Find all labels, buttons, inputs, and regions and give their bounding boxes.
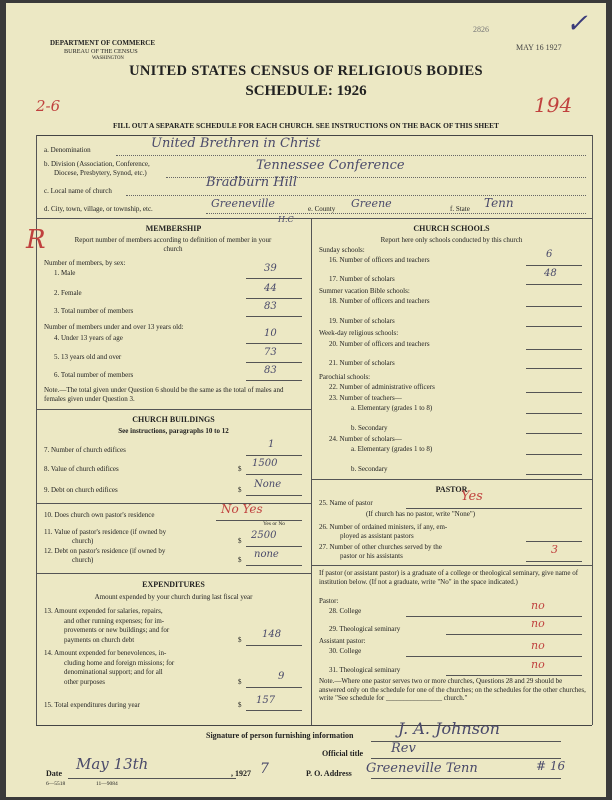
q6-value: 83 (264, 365, 277, 376)
route-number: # 16 (536, 759, 566, 773)
print-number: 11—9084 (96, 781, 118, 787)
signature-label: Signature of person furnishing information (206, 731, 354, 740)
q23a-label: a. Elementary (grades 1 to 8) (351, 404, 433, 412)
official-title-label: Official title (322, 749, 364, 758)
county-label: e. County (308, 205, 336, 213)
q24a-label: a. Elementary (grades 1 to 8) (351, 445, 433, 453)
division-label-2: Diocese, Presbytery, Synod, etc.) (54, 169, 147, 177)
q22-label: 22. Number of administrative officers (329, 383, 435, 391)
summer-schools-label: Summer vacation Bible schools: (319, 287, 410, 295)
q7-value: 1 (268, 439, 275, 450)
q31-value: no (531, 658, 545, 671)
q28-value: no (531, 599, 545, 612)
identity-divider (36, 218, 592, 219)
q5-value: 73 (264, 347, 277, 358)
q7-label: 7. Number of church edifices (44, 446, 126, 454)
assistant-pastor-subheading: Assistant pastor: (319, 637, 366, 645)
buildings-title: CHURCH BUILDINGS (132, 415, 215, 424)
frame-right (592, 135, 593, 725)
q27-label: 27. Number of other churches served by the (319, 543, 442, 551)
pastor-subheading: Pastor: (319, 597, 339, 605)
expenditures-title: EXPENDITURES (142, 580, 205, 589)
q18-label: 18. Number of officers and teachers (329, 297, 430, 305)
q30-value: no (531, 639, 545, 652)
q19-label: 19. Number of scholars (329, 317, 395, 325)
q15-label: 15. Total expenditures during year (44, 701, 140, 709)
q4-value: 10 (264, 328, 277, 339)
q26-label-2: ployed as assistant pastors (340, 532, 414, 540)
pastor-title: PASTOR (435, 485, 468, 494)
membership-intro: Report number of members according to definition of member in your church (74, 236, 272, 253)
q20-label: 20. Number of officers and teachers (329, 340, 430, 348)
q29-label: 29. Theological seminary (329, 625, 401, 633)
denomination-label: a. Denomination (44, 146, 91, 154)
denomination-value: United Brethren in Christ (151, 136, 321, 151)
q31-label: 31. Theological seminary (329, 666, 401, 674)
q27-label-2: pastor or his assistants (340, 552, 403, 560)
q8-label: 8. Value of church edifices (44, 465, 119, 473)
q11-value: 2500 (251, 530, 277, 541)
q10-value: No Yes (221, 502, 263, 516)
church-name-value: Bradburn Hill (206, 175, 298, 190)
q10-label: 10. Does church own pastor's residence (44, 511, 155, 519)
column-divider (311, 218, 312, 725)
q17-value: 48 (544, 268, 557, 279)
stamp-date: MAY 16 1927 (516, 43, 562, 52)
stamp-number: 2826 (473, 25, 489, 34)
q24-label: 24. Number of scholars— (329, 435, 402, 443)
date-label: Date (46, 769, 62, 778)
q14-label: 14. Amount expended for benevolences, in- cluding home and foreign missions; for denominational support; and for all other purposes (44, 649, 175, 686)
q16-label: 16. Number of officers and teachers (329, 256, 430, 264)
form-instruction: FILL OUT A SEPARATE SCHEDULE FOR EACH CHURCH. SEE INSTRUCTIONS ON THE BACK OF THIS SHEET (113, 121, 499, 130)
q4-label: 4. Under 13 years of age (54, 334, 123, 342)
county-value: Greene (351, 197, 392, 210)
left-mark: 2-6 (36, 97, 61, 115)
signature-value: J. A. Johnson (398, 719, 500, 738)
division-label: b. Division (Association, Conference, (44, 160, 150, 168)
address-value: Greeneville Tenn (366, 761, 478, 776)
college-instructions: If pastor (or assistant pastor) is a graduate of a college or theological seminary, give name of institution below. (If not a graduate, write "No" in the space indicated.) (319, 569, 579, 586)
q25-label: 25. Name of pastor (319, 499, 373, 507)
department-name: DEPARTMENT OF COMMERCE (50, 39, 156, 47)
q1-label: 1. Male (54, 269, 76, 277)
q1-value: 39 (264, 263, 277, 274)
sunday-schools-label: Sunday schools: (319, 246, 365, 254)
date-value: May 13th (76, 755, 149, 773)
q12-value: none (254, 549, 279, 560)
q9-value: None (254, 479, 282, 490)
parochial-schools-label: Parochial schools: (319, 373, 371, 381)
check-mark: ✓ (566, 9, 588, 39)
date-year: , 1927 (231, 769, 251, 778)
q11-label: 11. Value of pastor's residence (if owned by (44, 528, 167, 536)
bureau-name: BUREAU OF THE CENSUS (64, 48, 138, 55)
q23-label: 23. Number of teachers— (329, 394, 402, 402)
schools-title: CHURCH SCHOOLS (413, 224, 490, 233)
census-schedule-page: DEPARTMENT OF COMMERCE BUREAU OF THE CENSUS WASHINGTON 2826 MAY 16 1927 ✓ UNITED STATES CENSUS OF RELIGIOUS BODIES SCHEDULE: 1926 2-6 194 FILL OUT A SEPARATE SCHEDULE FOR EACH CHURCH. SEE INSTRUCTIONS ON THE BACK OF THIS SHEET a. Denomination United Brethren in Christ b. Division (Association, Conference, Diocese, Presbytery, Synod, etc.) Tennessee Conference c. Local name of church Bradburn Hill d. City, town, village, or township, etc. Greeneville e. County Greene f. State Tenn R H.C MEMBERSHIP Report number of members according to definition of member in your church Number of members, by sex: 1. Male 39 2. Female 44 3. Total number of members 83 Number of members under and over 13 years old: 4. Under 13 years of age 10 5. 13 years old and over 73 6. Total number of members 83 Note.—The total given under Question 6 should be the same as the total of males and females given under Question 3. CHURCH BUILDINGS See instructions, paragraphs 10 to 12 7. Number of church edifices 1 8. Value of church edifices $ 1500 9. Debt on church edifices $ None 10. Does church own pastor's residence No Yes Yes or No 11. Value of pastor's residence (if owned by church) $ 2500 12. Debt on pastor's residence (if owned by church) $ none EXPENDITURES Amount expended by your church during last fiscal year 13. Amount expended for salaries, repairs, and other running expenses; for im- provements or new buildings; and for payments on church debt $ 148 14. Amount expended for benevolences, in- cluding home and foreign missions; for denominational support; and for all other purposes $ 9 15. Total expenditures during year $ 157 CHURCH SCHOOLS Report here only schools conducted by this church Sunday schools: 16. Number of officers and teachers 6 17. Number of scholars 48 Summer vacation Bible schools: 18. Number of officers and teachers 19. Number of scholars Week-day religious schools: 20. Number of officers and teachers 21. Number of scholars Parochial schools: 22. Number of administrative officers 23. Number of teachers— a. Elementary (grades 1 to 8) b. Secondary 24. Number of scholars— a. Elementary (grades 1 to 8) b. Secondary PASTOR 25. Name of pastor Yes (If church has no pastor, write "None") 26. Number of ordained ministers, if any, em- ployed as assistant pastors 27. Number of other churches served by the pastor or his assistants 3 If pastor (or assistant pastor) is a graduate of a college or theological seminary, give name of institution below. (If not a graduate, write "No" in the space indicated.) Pastor: 28. College no 29. Theological seminary no Assistant pastor: 30. College no 31. Theological seminary no Note.—Where one pastor serves two or more churches, Questions 28 and 29 should be answered only on the schedule for one of the churches; on the schedules for the other churches, write "See schedule for ________________ church." Signature of person furnishing information J. A. Johnson Official title Rev Date May 13th , 1927 7 P. O. Address Greeneville Tenn # 16 6—5518 11—9084 (6, 3, 606, 797)
city-label: d. City, town, village, or township, etc. (44, 205, 153, 213)
q11-label-2: church) (72, 537, 94, 545)
q3-label: 3. Total number of members (54, 307, 134, 315)
margin-mark: R (26, 225, 46, 255)
city-name: WASHINGTON (92, 56, 124, 61)
q3-value: 83 (264, 301, 277, 312)
membership-title: MEMBERSHIP (145, 224, 202, 233)
q30-label: 30. College (329, 647, 362, 655)
q12-label: 12. Debt on pastor's residence (if owned by (44, 547, 166, 555)
form-title: UNITED STATES CENSUS OF RELIGIOUS BODIES (129, 63, 483, 79)
q27-value: 3 (551, 543, 558, 556)
members-by-sex-label: Number of members, by sex: (44, 259, 126, 267)
form-number: 6—5518 (46, 781, 66, 787)
q15-value: 157 (256, 695, 276, 706)
pastor-note: Note.—Where one pastor serves two or more churches, Questions 28 and 29 should be answered only on the schedule for one of the churches; on the schedules for the other churches, write "See schedule for ________________ church." (319, 677, 586, 702)
q28-label: 28. College (329, 607, 362, 615)
right-mark: 194 (534, 93, 573, 117)
official-title-value: Rev (391, 741, 416, 756)
q25-value: Yes (461, 489, 483, 504)
q14-value: 9 (278, 671, 285, 682)
q25-note: (If church has no pastor, write "None") (366, 510, 476, 518)
state-label: f. State (450, 205, 470, 213)
schools-intro: Report here only schools conducted by this church (380, 236, 523, 244)
q17-label: 17. Number of scholars (329, 275, 395, 283)
q13-label: 13. Amount expended for salaries, repairs, and other running expenses; for im- provements or new buildings; and for payments on church debt (44, 607, 170, 644)
q8-value: 1500 (252, 458, 278, 469)
q29-value: no (531, 617, 545, 630)
division-value: Tennessee Conference (256, 158, 405, 173)
yes-or-no-hint: Yes or No (263, 521, 286, 527)
frame-bottom (36, 725, 592, 726)
q13-value: 148 (262, 629, 282, 640)
q16-value: 6 (546, 249, 553, 260)
q2-label: 2. Female (54, 289, 82, 297)
expenditures-intro: Amount expended by your church during last fiscal year (94, 593, 253, 601)
q21-label: 21. Number of scholars (329, 359, 395, 367)
q23b-label: b. Secondary (351, 424, 388, 432)
state-value: Tenn (484, 196, 514, 210)
q26-label: 26. Number of ordained ministers, if any, em- (319, 523, 448, 531)
buildings-instruction: See instructions, paragraphs 10 to 12 (118, 427, 229, 435)
church-name-label: c. Local name of church (44, 187, 112, 195)
q9-label: 9. Debt on church edifices (44, 486, 118, 494)
form-subtitle: SCHEDULE: 1926 (245, 83, 367, 99)
membership-note: Note.—The total given under Question 6 should be the same as the total of males and females given under Question 3. (44, 386, 284, 403)
city-value: Greeneville (211, 197, 275, 210)
q2-value: 44 (264, 283, 277, 294)
q6-label: 6. Total number of members (54, 371, 134, 379)
address-label: P. O. Address (306, 769, 352, 778)
weekday-schools-label: Week-day religious schools: (319, 329, 399, 337)
q12-label-2: church) (72, 556, 94, 564)
q24b-label: b. Secondary (351, 465, 388, 473)
q5-label: 5. 13 years old and over (54, 353, 122, 361)
members-by-age-label: Number of members under and over 13 years old: (44, 323, 184, 331)
hc-mark: H.C (278, 215, 294, 224)
